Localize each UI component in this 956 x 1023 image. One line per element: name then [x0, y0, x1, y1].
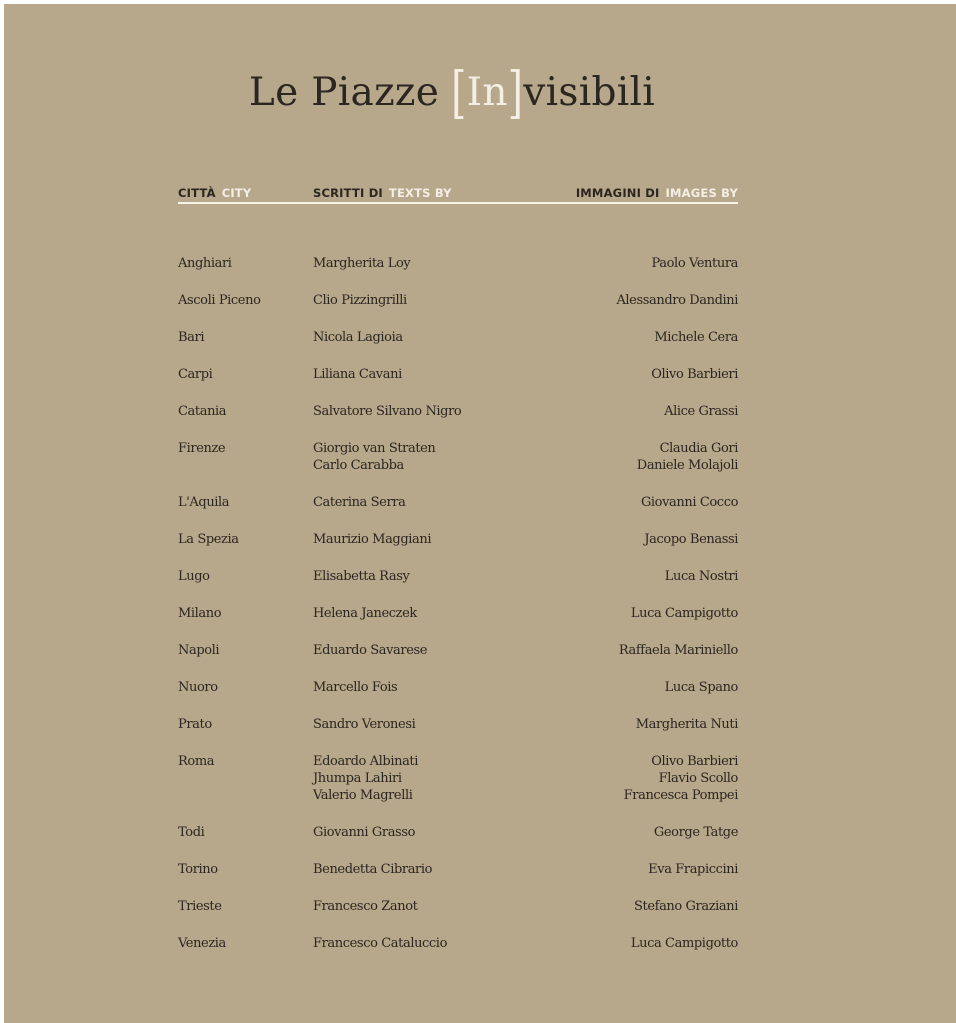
photographer-name: Giovanni Cocco [640, 495, 738, 510]
page [4, 4, 956, 1023]
photographer-name: Francesca Pompei [623, 788, 738, 803]
header-texts-it: SCRITTI DI [313, 186, 383, 200]
credit-row [4, 531, 956, 548]
photographers [665, 568, 738, 585]
credit-row [4, 329, 956, 346]
title-bracket-close: ] [507, 60, 524, 127]
photographers [637, 440, 738, 474]
credit-row [4, 898, 956, 915]
photographers [644, 531, 738, 548]
city-name: Lugo [178, 569, 210, 584]
photographer-name: Eva Frapiccini [648, 862, 738, 877]
author-name: Jhumpa Lahiri [313, 771, 402, 786]
author-name: Giovanni Grasso [313, 825, 416, 840]
credit-row [4, 403, 956, 420]
author-name: Clio Pizzingrilli [313, 293, 407, 308]
credit-row [4, 366, 956, 383]
photographer-name: George Tatge [653, 825, 738, 840]
author-name: Carlo Carabba [313, 458, 404, 473]
city-name: Carpi [178, 367, 213, 382]
city-name: Torino [178, 862, 218, 877]
photographers [634, 898, 738, 915]
author-name: Liliana Cavani [313, 367, 402, 382]
author-name: Valerio Magrelli [313, 788, 413, 803]
city-name: Firenze [178, 441, 226, 456]
photographers [631, 935, 738, 952]
header-rule [178, 202, 738, 204]
author-name: Salvatore Silvano Nigro [313, 404, 462, 419]
author-name: Giorgio van Straten [313, 441, 436, 456]
photographers [616, 292, 738, 309]
authors [313, 679, 573, 696]
header-images-it: IMMAGINI DI [575, 186, 660, 200]
authors [313, 753, 573, 804]
credit-row [4, 824, 956, 841]
authors [313, 292, 573, 309]
title-bracket-open: [ [451, 60, 467, 127]
photographer-name: Raffaela Mariniello [618, 643, 738, 658]
author-name: Edoardo Albinati [313, 754, 419, 769]
city-name: Bari [178, 330, 205, 345]
author-name: Margherita Loy [313, 256, 411, 271]
author-name: Maurizio Maggiani [313, 532, 432, 547]
author-name: Caterina Serra [313, 495, 406, 510]
author-name: Nicola Lagioia [313, 330, 403, 345]
photographer-name: Luca Nostri [664, 569, 738, 584]
photographers [619, 642, 738, 659]
credit-row [4, 861, 956, 878]
city-name: Catania [178, 404, 227, 419]
credit-row [4, 255, 956, 272]
credit-row [4, 292, 956, 309]
photographer-name: Paolo Ventura [651, 256, 738, 271]
author-name: Francesco Cataluccio [313, 936, 447, 951]
credit-row [4, 935, 956, 952]
authors [313, 824, 573, 841]
header-images-en: IMAGES BY [665, 186, 738, 200]
photographer-name: Flavio Scollo [658, 771, 738, 786]
author-name: Eduardo Savarese [313, 643, 428, 658]
photographer-name: Stefano Graziani [634, 899, 738, 914]
city-name: Anghiari [178, 256, 232, 271]
city-name: Prato [178, 717, 212, 732]
header-texts-en: TEXTS BY [388, 186, 452, 200]
credit-row [4, 494, 956, 511]
photographers [664, 403, 738, 420]
authors [313, 494, 573, 511]
photographer-name: Jacopo Benassi [644, 532, 738, 547]
photographer-name: Olivo Barbieri [651, 367, 738, 382]
photographers [652, 255, 738, 272]
authors [313, 605, 573, 622]
photographers [624, 753, 738, 804]
header-city-en: CITY [221, 186, 252, 200]
title-part1: Le Piazze [248, 70, 440, 115]
photographer-name: Luca Campigotto [630, 936, 738, 951]
photographer-name: Claudia Gori [659, 441, 738, 456]
authors [313, 935, 573, 952]
city-name: L'Aquila [178, 495, 230, 510]
authors [313, 716, 573, 733]
credit-row [4, 642, 956, 659]
photographers [665, 679, 738, 696]
authors [313, 898, 573, 915]
photographer-name: Alice Grassi [664, 404, 738, 419]
authors [313, 255, 573, 272]
authors [313, 329, 573, 346]
authors [313, 642, 573, 659]
photographers [654, 824, 738, 841]
title-in: In [466, 70, 508, 115]
authors [313, 440, 573, 474]
authors [313, 403, 573, 420]
city-name: Trieste [178, 899, 222, 914]
photographers [654, 329, 738, 346]
city-name: Milano [178, 606, 222, 621]
city-name: Roma [178, 754, 215, 769]
credit-row [4, 440, 956, 474]
authors [313, 861, 573, 878]
credit-row [4, 716, 956, 733]
city-name: Ascoli Piceno [178, 293, 261, 308]
page-title [4, 60, 900, 127]
author-name: Sandro Veronesi [313, 717, 416, 732]
credit-row [4, 679, 956, 696]
header-city [178, 186, 251, 200]
header-images [576, 186, 738, 200]
city-name: Todi [178, 825, 205, 840]
photographer-name: Alessandro Dandini [616, 293, 738, 308]
credit-row [4, 753, 956, 804]
author-name: Benedetta Cibrario [313, 862, 433, 877]
photographer-name: Luca Campigotto [630, 606, 738, 621]
author-name: Marcello Fois [313, 680, 398, 695]
authors [313, 531, 573, 548]
photographers [648, 861, 738, 878]
city-name: Venezia [178, 936, 226, 951]
photographers [636, 716, 738, 733]
city-name: Napoli [178, 643, 220, 658]
photographer-name: Olivo Barbieri [651, 754, 738, 769]
photographers [631, 605, 738, 622]
author-name: Francesco Zanot [313, 899, 418, 914]
title-part2: visibili [523, 70, 656, 115]
city-name: La Spezia [178, 532, 239, 547]
header-city-it: CITTÀ [178, 186, 216, 200]
photographers [651, 366, 738, 383]
author-name: Elisabetta Rasy [313, 569, 410, 584]
credits-list [4, 255, 956, 972]
header-texts [313, 186, 452, 200]
photographer-name: Daniele Molajoli [636, 458, 738, 473]
credit-row [4, 605, 956, 622]
author-name: Helena Janeczek [313, 606, 417, 621]
authors [313, 366, 573, 383]
photographer-name: Margherita Nuti [635, 717, 738, 732]
photographer-name: Michele Cera [654, 330, 738, 345]
credit-row [4, 568, 956, 585]
photographer-name: Luca Spano [664, 680, 738, 695]
city-name: Nuoro [178, 680, 218, 695]
photographers [641, 494, 738, 511]
authors [313, 568, 573, 585]
